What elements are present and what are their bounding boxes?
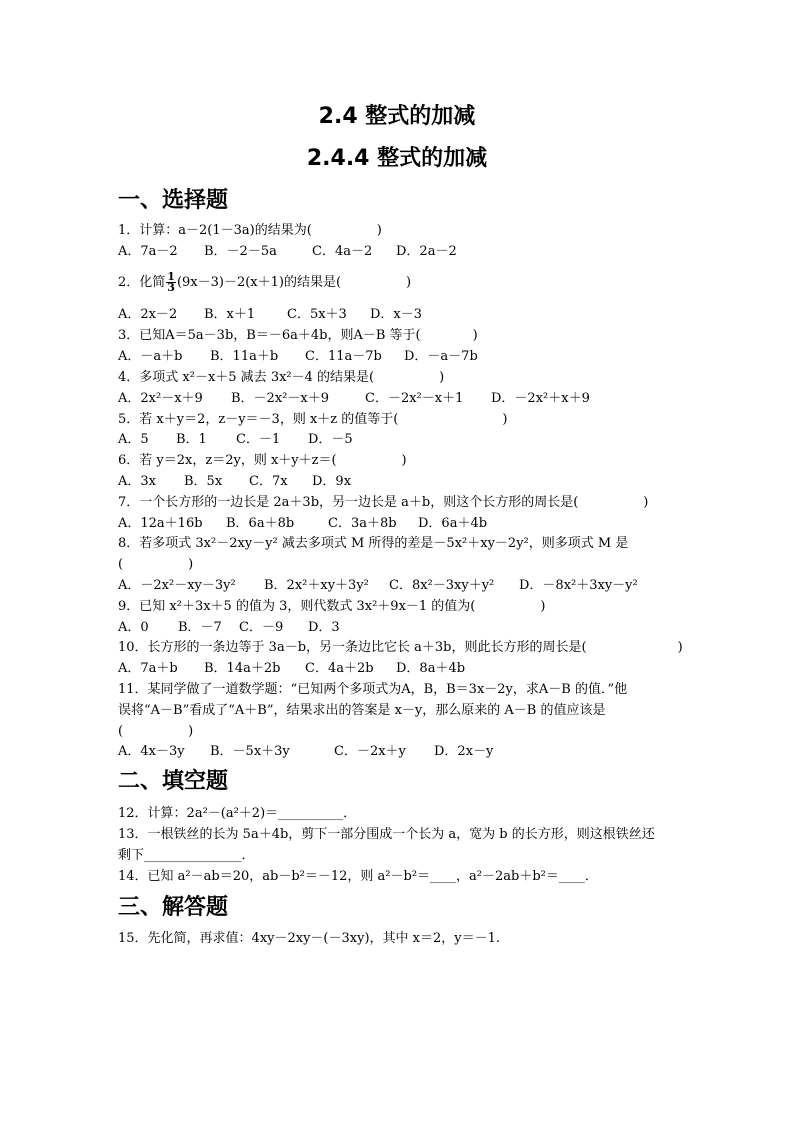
- question-14: 14．已知 a²－ab＝20，ab－b²＝－12，则 a²－b²＝____，a²－2ab＋b²＝____．: [118, 869, 598, 884]
- option-b: B．x＋1: [204, 307, 256, 322]
- option-d: D．2a－2: [396, 244, 457, 259]
- option-d: D．－5: [308, 432, 353, 447]
- lesson-title: 2.4.4 整式的加减: [306, 146, 488, 171]
- question-12: 12．计算：2a²－(a²＋2)＝__________．: [118, 806, 357, 821]
- option-c: C．－2x＋y: [334, 744, 406, 759]
- option-d: D．－8x²＋3xy－y²: [519, 578, 638, 593]
- option-b: B．－2－5a: [204, 244, 277, 259]
- question-11-stem-line1: 11．某同学做了一道数学题：“已知两个多项式为A，B，B＝3x－2y，求A－B 的值．”他: [118, 682, 628, 697]
- question-2-prefix: 2．化简: [118, 275, 166, 290]
- option-d: D．9x: [312, 474, 352, 489]
- option-b: B．5x: [184, 474, 223, 489]
- question-10-stem: 10．长方形的一条边等于 3a－b，另一条边比它长 a＋3b，则此长方形的周长是( ): [118, 640, 683, 655]
- option-b: B．－7: [178, 620, 222, 635]
- option-d: D．3: [308, 620, 340, 635]
- option-a: A．4x－3y: [118, 744, 185, 759]
- section-heading-choice: 一、选择题: [118, 188, 229, 213]
- option-c: C．3a＋8b: [328, 516, 397, 531]
- option-c: C．4a＋2b: [305, 661, 374, 676]
- question-8-stem: 8．若多项式 3x²－2xy－y² 减去多项式 M 所得的差是－5x²＋xy－2y²，则多项式 M 是: [118, 536, 629, 551]
- fraction: [166, 272, 176, 293]
- option-d: D．－2x²＋x＋9: [491, 391, 590, 406]
- question-13-line2: 剩下_______________．: [118, 848, 255, 863]
- option-a: A．2x²－x＋9: [118, 391, 203, 406]
- option-c: C．8x²－3xy＋y²: [389, 578, 495, 593]
- option-b: B．－2x²－x＋9: [231, 391, 329, 406]
- section-heading-solve: 三、解答题: [118, 895, 229, 920]
- option-a: A．2x－2: [118, 307, 178, 322]
- question-2-stem: [118, 268, 411, 298]
- option-d: D．2x－y: [434, 744, 494, 759]
- option-b: B．6a＋8b: [226, 516, 295, 531]
- question-1-stem: 1．计算：a－2(1－3a)的结果为( ): [118, 223, 382, 238]
- option-a: A．－2x²－xy－3y²: [118, 578, 236, 593]
- option-b: B．－5x＋3y: [210, 744, 290, 759]
- question-5-stem: 5．若 x＋y＝2，z－y＝－3，则 x＋z 的值等于( ): [118, 412, 508, 427]
- option-b: B．2x²＋xy＋3y²: [264, 578, 369, 593]
- fraction-numerator: 1: [167, 270, 175, 283]
- option-c: C．7x: [249, 474, 288, 489]
- option-d: D．8a＋4b: [396, 661, 466, 676]
- option-b: B．1: [176, 432, 207, 447]
- option-d: D．x－3: [370, 307, 423, 322]
- option-a: A．3x: [118, 474, 156, 489]
- question-13-line1: 13．一根铁丝的长为 5a＋4b，剪下一部分围成一个长为 a，宽为 b 的长方形，则这根铁丝还: [118, 827, 655, 842]
- question-11-answer-paren: ( ): [118, 724, 194, 739]
- option-b: B．14a＋2b: [204, 661, 281, 676]
- option-c: C．－1: [236, 432, 281, 447]
- option-c: C．－9: [239, 620, 284, 635]
- question-11-stem-line2: 误将“A－B”看成了“A＋B”，结果求出的答案是 x－y，那么原来的 A－B 的值应该是: [118, 703, 606, 718]
- question-15: 15．先化简，再求值：4xy－2xy－(－3xy)，其中 x＝2，y＝－1.: [118, 931, 501, 946]
- question-9-stem: 9．已知 x²＋3x＋5 的值为 3，则代数式 3x²＋9x－1 的值为( ): [118, 599, 546, 614]
- fraction-denominator: 3: [167, 281, 175, 294]
- question-4-stem: 4．多项式 x²－x＋5 减去 3x²－4 的结果是( ): [118, 370, 445, 385]
- section-heading-fill: 二、填空题: [118, 769, 229, 794]
- option-c: C．11a－7b: [305, 349, 382, 364]
- option-a: A．－a＋b: [118, 349, 183, 364]
- option-a: A．7a－2: [118, 244, 178, 259]
- option-d: D．－a－7b: [404, 349, 478, 364]
- option-c: C．4a－2: [312, 244, 373, 259]
- option-c: C．5x＋3: [287, 307, 347, 322]
- option-a: A．5: [118, 432, 149, 447]
- option-b: B．11a＋b: [210, 349, 279, 364]
- option-a: A．7a＋b: [118, 661, 178, 676]
- chapter-title: 2.4 整式的加减: [318, 104, 476, 129]
- question-8-answer-paren: ( ): [118, 557, 194, 572]
- option-a: A．12a＋16b: [118, 516, 203, 531]
- question-6-stem: 6．若 y＝2x，z＝2y，则 x＋y＋z＝( ): [118, 453, 407, 468]
- question-7-stem: 7．一个长方形的一边长是 2a＋3b，另一边长是 a＋b，则这个长方形的周长是( ): [118, 495, 649, 510]
- option-a: A．0: [118, 620, 149, 635]
- option-d: D．6a＋4b: [418, 516, 488, 531]
- question-3-stem: 3．已知A＝5a－3b，B＝－6a＋4b，则A－B 等于( ): [118, 328, 478, 343]
- option-c: C．－2x²－x＋1: [365, 391, 464, 406]
- question-2-suffix: (9x－3)－2(x＋1)的结果是( ): [176, 275, 412, 290]
